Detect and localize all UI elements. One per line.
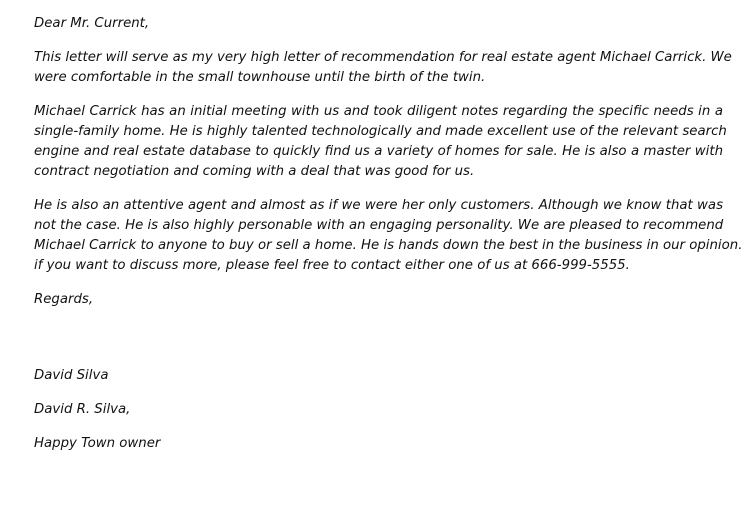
paragraph-1 <box>34 48 732 88</box>
paragraph-3-line: if you want to discuss more, please feel free to contact either one of us at 666-999-5555. <box>34 258 630 273</box>
paragraph-3-line: not the case. He is also highly personable with an engaging personality. We are pleased to recommend <box>34 218 724 233</box>
closing-text: Regards, <box>34 292 94 307</box>
paragraph-1-line: This letter will serve as my very high letter of recommendation for real estate agent Michael Carrick. We <box>34 50 732 65</box>
signer-name <box>34 400 723 420</box>
paragraph-2-line: contract negotiation and coming with a deal that was good for us. <box>34 164 475 179</box>
paragraph-3-line: He is also an attentive agent and almost as if we were her only customers. Although we know that was <box>34 198 723 213</box>
paragraph-2-line: engine and real estate database to quickly find us a variety of homes for sale. He is also a master with <box>34 144 723 159</box>
closing <box>34 290 723 310</box>
paragraph-2-line: single-family home. He is highly talented technologically and made excellent use of the relevant search <box>34 124 727 139</box>
paragraph-2-line: Michael Carrick has an initial meeting with us and took diligent notes regarding the specific needs in a <box>34 104 723 119</box>
signer-name-text: David R. Silva, <box>34 402 131 417</box>
salutation-text: Dear Mr. Current, <box>34 16 150 31</box>
paragraph-2 <box>34 102 727 182</box>
paragraph-1-line: were comfortable in the small townhouse until the birth of the twin. <box>34 70 486 85</box>
signature <box>34 366 723 386</box>
signature-text: David Silva <box>34 368 109 383</box>
signer-title-text: Happy Town owner <box>34 436 161 451</box>
paragraph-3-line: Michael Carrick to anyone to buy or sell a home. He is hands down the best in the business in our opinion. <box>34 238 743 253</box>
letter-body <box>34 14 743 454</box>
salutation <box>34 14 723 34</box>
signer-title <box>34 434 723 454</box>
paragraph-3 <box>34 196 743 276</box>
